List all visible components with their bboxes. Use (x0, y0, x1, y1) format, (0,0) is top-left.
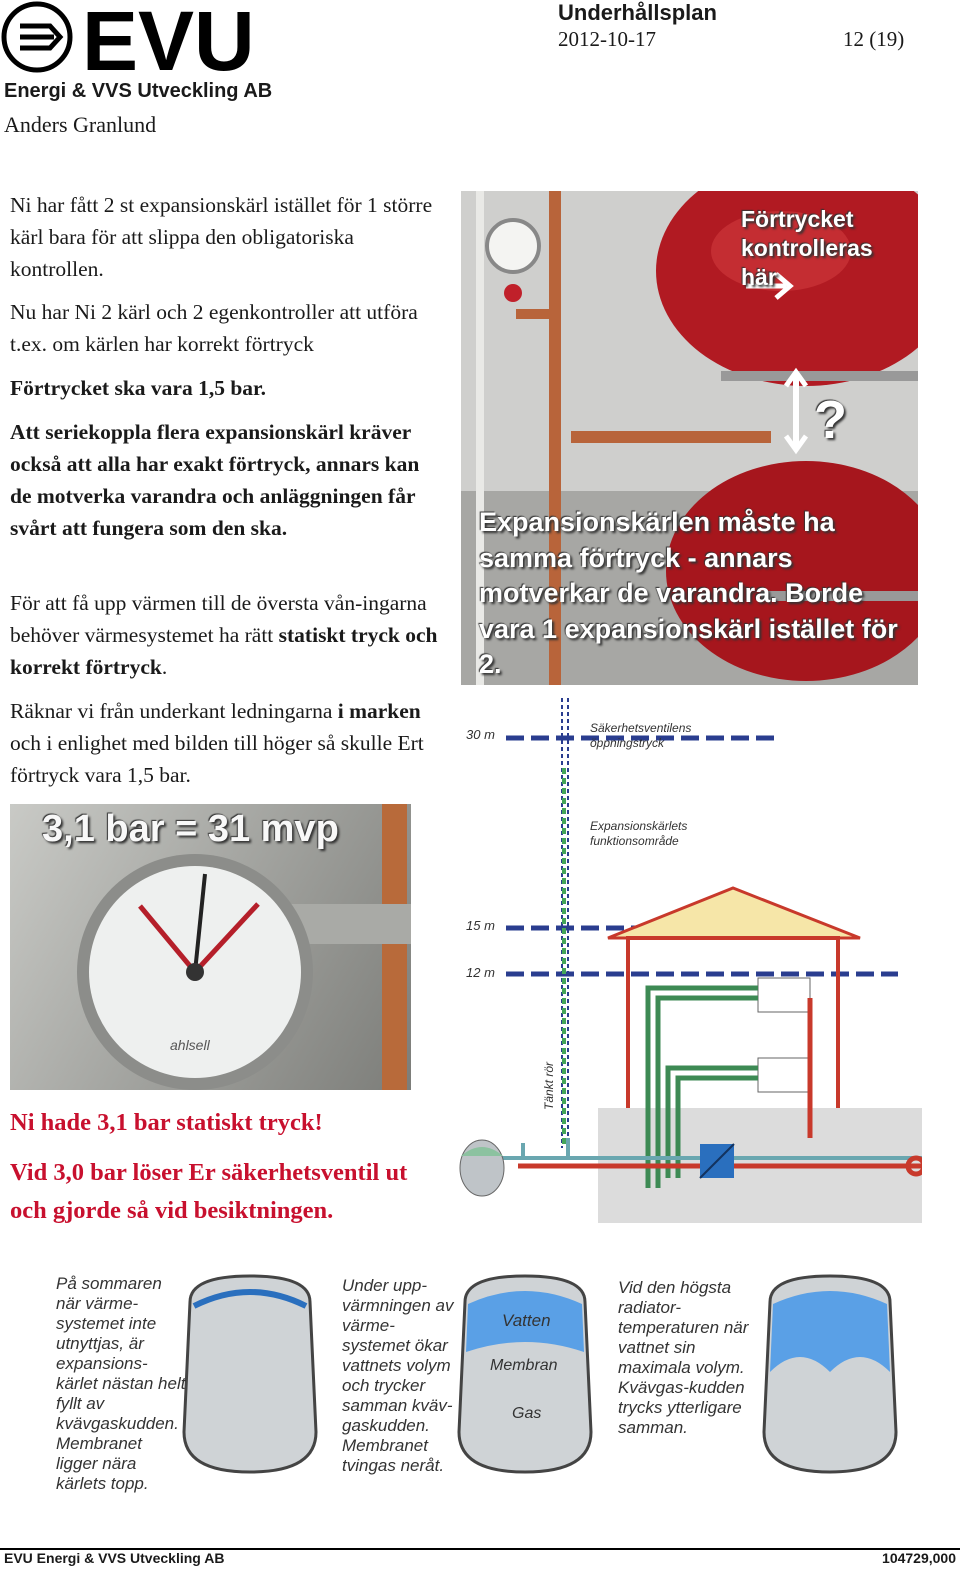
safety-valve-label-2: öppningstryck (590, 736, 665, 750)
logo-text: EVU (82, 0, 255, 76)
diagram-pressure-levels (458, 698, 922, 1230)
text-fragment: Räknar vi från underkant ledningarna (10, 699, 338, 723)
vessel-text-heating: Under upp-värmningen av värme-systemet ökar vattnets volym och trycker samman kväv-gaskudden. Membranet tvingas neråt. (342, 1276, 454, 1475)
red-statement-safety-valve: Vid 3,0 bar löser Er säkerhetsventil ut och gjorde så vid besiktningen. (10, 1159, 408, 1224)
vessel-text-summer: På sommaren när värme-systemet inte utnyttjas, är expansions-kärlet nästan helt fyllt av kvävgaskudden. Membranet ligger nära kärlets topp. (56, 1274, 186, 1493)
paragraph-series-warning: Att seriekoppla flera expansionskärl kräver också att alla har exakt förtryck, annars kan de motverka varandra och anläggningen får svårt att fungera som den ska. (10, 420, 420, 540)
paragraph-top-floors (10, 587, 450, 683)
water-label: Vatten (502, 1311, 551, 1330)
photo-pressure-gauge (10, 804, 411, 1090)
gauge-brand: ahlsell (170, 1037, 210, 1053)
paragraph-calculation (10, 695, 450, 791)
document-title: Underhållsplan (558, 0, 717, 25)
paragraph-two-vessels: Ni har fått 2 st expansionskärl istället för 1 större kärl bara för att slippa den obligatoriska kontrollen. (10, 193, 433, 281)
footer-company: EVU Energi & VVS Utveckling AB (4, 1550, 225, 1566)
company-logo (0, 0, 290, 76)
vessels-caption: Expansionskärlen måste ha samma förtryck - annars motverkar de varandra. Borde vara 1 expansionskärl istället för 2. (479, 507, 898, 679)
paragraph-self-checks: Nu har Ni 2 kärl och 2 egenkontroller att utföra t.ex. om kärlen har korrekt förtryck (10, 300, 418, 356)
safety-valve-label-1: Säkerhetsventilens (590, 721, 692, 735)
level-30-label: 30 m (466, 727, 495, 742)
paragraph-pressure-requirement: Förtrycket ska vara 1,5 bar. (10, 376, 266, 400)
function-area-label-1: Expansionskärlets (590, 819, 688, 833)
vessel-text-max: Vid den högsta radiator-temperaturen när vattnet sin maximala volym. Kvävgas-kudden trycks ytterligare samman. (618, 1278, 749, 1437)
function-area-label-2: funktionsområde (590, 834, 679, 848)
text-fragment: och i enlighet med bilden till höger så skulle Ert förtryck vara 1,5 bar. (10, 731, 424, 787)
text-fragment-bold: i marken (337, 699, 421, 723)
gas-label: Gas (512, 1405, 542, 1422)
membrane-label: Membran (490, 1357, 558, 1374)
red-statement-pressure: Ni hade 3,1 bar statiskt tryck! (10, 1109, 323, 1136)
question-mark: ? (814, 390, 847, 450)
document-date: 2012-10-17 (558, 27, 656, 51)
text-fragment: För att få upp värmen till de översta vån-ingarna behöver värmesystemet ha rätt (10, 591, 427, 647)
photo-expansion-vessels (461, 191, 918, 685)
footer-document-number: 104729,000 (882, 1550, 956, 1566)
author-name: Anders Granlund (4, 112, 157, 137)
diagram-vessel-states (50, 1262, 930, 1502)
pipe-label: Tänkt rör (542, 1061, 556, 1110)
company-name: Energi & VVS Utveckling AB (4, 80, 273, 102)
level-12-label: 12 m (466, 965, 495, 980)
level-15-label: 15 m (466, 918, 495, 933)
page-number: 12 (19) (843, 27, 905, 51)
text-fragment: . (161, 655, 168, 679)
label-pressure-check: Förtrycket kontrolleras här (741, 206, 873, 290)
text-fragment-bold: statiskt tryck och korrekt förtryck (10, 623, 438, 679)
gauge-caption: 3,1 bar = 31 mvp (42, 808, 339, 850)
